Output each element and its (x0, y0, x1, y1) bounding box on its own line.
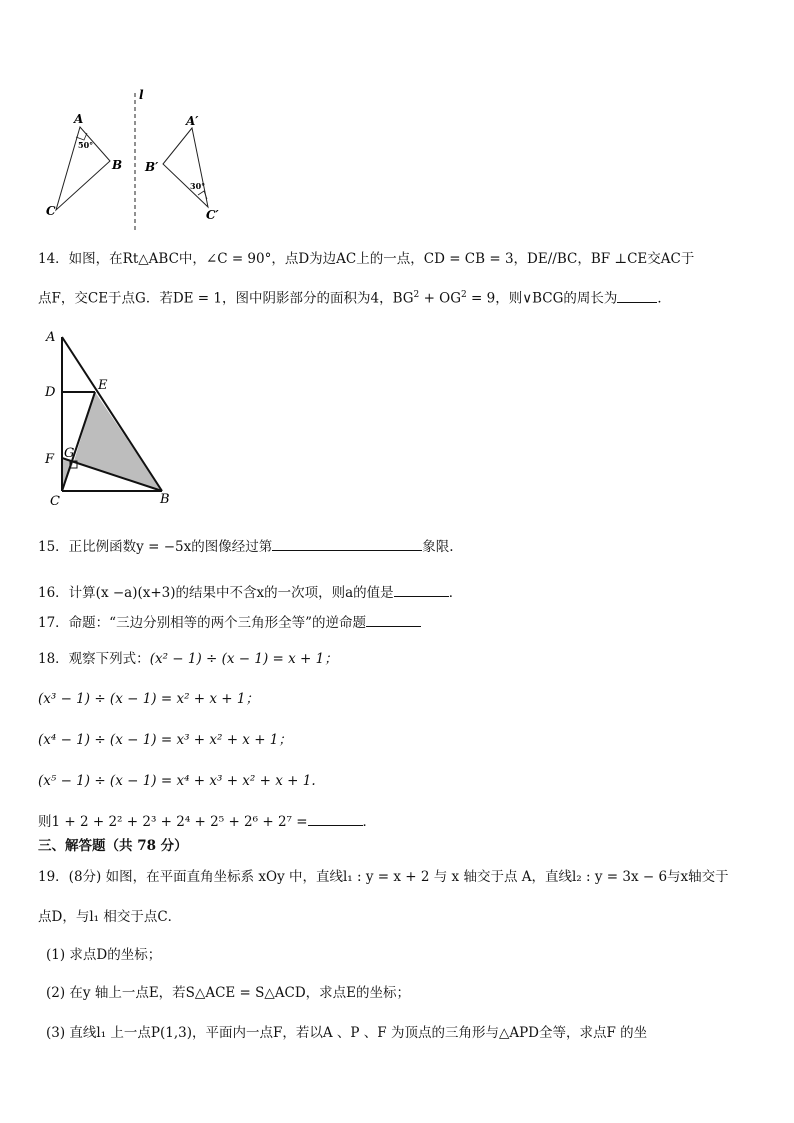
q18-eq3: (x⁴ − 1) ÷ (x − 1) = x³ + x² + x + 1； (38, 732, 292, 748)
label-a: A (74, 112, 84, 126)
q14-line2-b: + OG (419, 290, 462, 307)
label-e: E (98, 378, 108, 393)
q18-intro-line (38, 650, 338, 668)
angle-label-30: 30° (190, 181, 206, 191)
q18-eq4: (x⁵ − 1) ÷ (x − 1) = x⁴ + x³ + x² + x + 1. (38, 773, 316, 789)
q14-line2-c: = 9，则∨BCG的周长为 (466, 290, 618, 307)
q14-sup1: 2 (413, 290, 420, 300)
q16-text-b: ． (448, 585, 463, 601)
q18-ask: 则1 + 2 + 2² + 2³ + 2⁴ + 2⁵ + 2⁶ + 2⁷ = (38, 814, 308, 830)
q19-line1: 19．(8分) 如图，在平面直角坐标系 xOy 中，直线l₁ : y = x + 2 与 x 轴交于点 A，直线l₂ : y = 3x − 6与x轴交于 (38, 869, 729, 885)
q15-text-b: 象限. (422, 539, 454, 555)
label-a: A (46, 330, 56, 345)
section-heading: 三、解答题（共 78 分） (38, 838, 188, 854)
angle-label-50: 50° (78, 140, 94, 150)
triangle-a2b2c2 (163, 128, 208, 207)
q15 (38, 536, 454, 556)
label-g: G (64, 446, 75, 461)
triangle-figure-q14 (40, 325, 190, 515)
q18-ask-end: ． (362, 814, 377, 830)
q14-answer-blank[interactable] (617, 288, 657, 303)
q19-part1: (1) 求点D的坐标； (46, 947, 162, 963)
label-a-prime: A′ (186, 114, 199, 128)
q16 (38, 582, 462, 602)
q18-eq1: (x² − 1) ÷ (x − 1) = x + 1； (149, 651, 338, 667)
q14-sup2: 2 (461, 290, 467, 300)
q19-line2: 点D，与l₁ 相交于点C． (38, 909, 182, 925)
q18-intro: 18．观察下列式： (38, 651, 150, 667)
label-c-prime: C′ (206, 208, 219, 222)
q17 (38, 612, 421, 632)
q18-eq2: (x³ − 1) ÷ (x − 1) = x² + x + 1； (38, 691, 259, 707)
reflection-figure (40, 85, 240, 235)
q17-text: 17．命题：“三边分别相等的两个三角形全等”的逆命题 (38, 615, 366, 631)
label-b: B (160, 492, 170, 507)
q16-text-a: 16．计算(x −a)(x+3)的结果中不含x的一次项，则a的值是 (38, 585, 394, 601)
q14-line2-end: ． (657, 290, 671, 307)
label-c: C (50, 494, 60, 509)
q14-line2 (38, 286, 671, 308)
q15-answer-blank[interactable] (272, 536, 422, 551)
label-c: C (46, 204, 56, 218)
q18-ask-line (38, 811, 376, 831)
label-b: B (112, 158, 123, 172)
q15-text-a: 15．正比例函数y = −5x的图像经过第 (38, 539, 273, 555)
q14-line2-a: 点F，交CE于点G．若DE = 1，图中阴影部分的面积为4，BG (38, 290, 414, 307)
q14-line1: 14．如图，在Rt△ABC中，∠C = 90°，点D为边AC上的一点，CD = CB = 3，DE//BC，BF ⊥CE交AC于 (38, 251, 695, 267)
q16-answer-blank[interactable] (394, 582, 449, 597)
label-b-prime: B′ (145, 160, 159, 174)
q19-part3: (3) 直线l₁ 上一点P(1,3)，平面内一点F，若以A 、P 、F 为顶点的三角形与△APD全等，求点F 的坐 (46, 1025, 648, 1041)
label-f: F (45, 452, 55, 467)
q17-answer-blank[interactable] (366, 612, 421, 627)
q18-answer-blank[interactable] (308, 811, 363, 826)
axis-label-l: l (139, 88, 144, 102)
q19-part2: (2) 在y 轴上一点E，若S△ACE = S△ACD，求点E的坐标； (46, 985, 411, 1001)
label-d: D (45, 385, 56, 400)
